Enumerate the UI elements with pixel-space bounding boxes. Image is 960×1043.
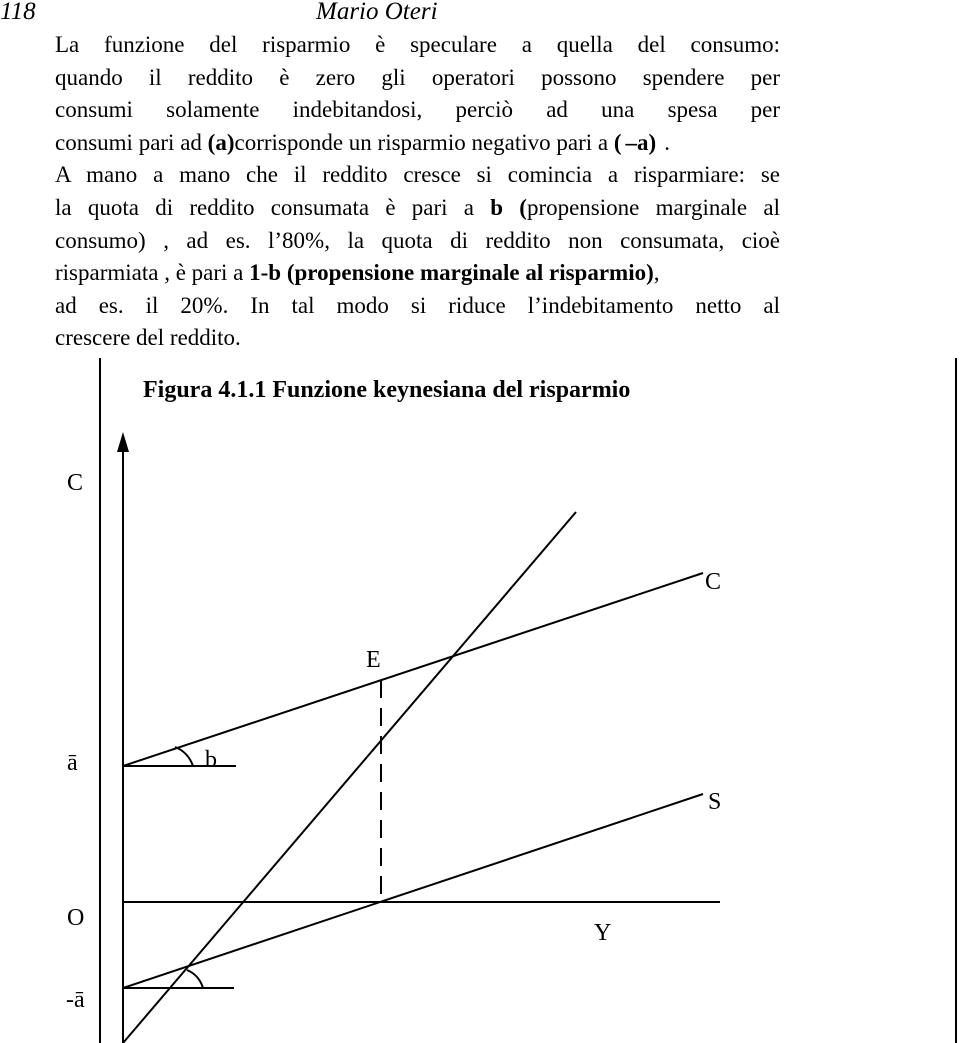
bold-term: –a) [625, 129, 657, 155]
text-line: quando il reddito è zero gli operatori possono spendere per [55, 64, 780, 90]
equilibrium-label: E [366, 647, 381, 673]
bold-term: 1-b (propensione marginale al risparmio) [249, 260, 654, 286]
text-run: consumi pari ad [55, 129, 208, 155]
saving-slope-angle-arc [187, 970, 203, 988]
y-axis-label: C [67, 470, 84, 496]
text-line: La funzione del risparmio è speculare a quella del consumo: [55, 32, 780, 57]
text-run: la quota di reddito consumata è pari a [55, 194, 491, 220]
text-run: risparmiata , è pari a [55, 260, 250, 286]
text-line: consumi solamente indebitandosi, perciò ad una spesa per [55, 97, 780, 123]
saving-line [123, 794, 703, 988]
running-head: Mario Oteri [316, 0, 438, 25]
y-axis-arrow [117, 432, 129, 452]
slope-angle-arc [175, 747, 193, 766]
bold-term: b ( [490, 194, 527, 220]
text-line: crescere del reddito. [55, 325, 241, 351]
bold-term: (a) [207, 129, 235, 155]
text-line: ad es. il 20%. In tal modo si riduce l’indebitamento netto al [55, 292, 780, 318]
origin-label: O [67, 905, 85, 931]
text-run: corrisponde un risparmio negativo pari a [234, 129, 614, 155]
figure-caption: Figura 4.1.1 Funzione keynesiana del risparmio [143, 377, 631, 403]
text-run: propensione marginale al [526, 194, 780, 220]
consumption-line [123, 573, 703, 766]
text-run: . [664, 129, 670, 155]
bold-term: ( [613, 129, 622, 155]
consumption-curve-label: C [705, 569, 722, 595]
x-axis-label: Y [594, 920, 612, 946]
forty-five-degree-line [123, 512, 576, 1043]
a-bar-label: ā [67, 750, 78, 776]
page-number: 118 [0, 0, 36, 25]
neg-a-bar-label: -ā [66, 987, 85, 1013]
saving-curve-label: S [708, 789, 722, 815]
text-run: , [653, 260, 660, 286]
text-line: A mano a mano che il reddito cresce si comincia a risparmiare: se [55, 162, 780, 188]
text-line: consumo) , ad es. l’80%, la quota di reddito non consumata, cioè [55, 227, 780, 253]
slope-label: b [205, 747, 217, 773]
